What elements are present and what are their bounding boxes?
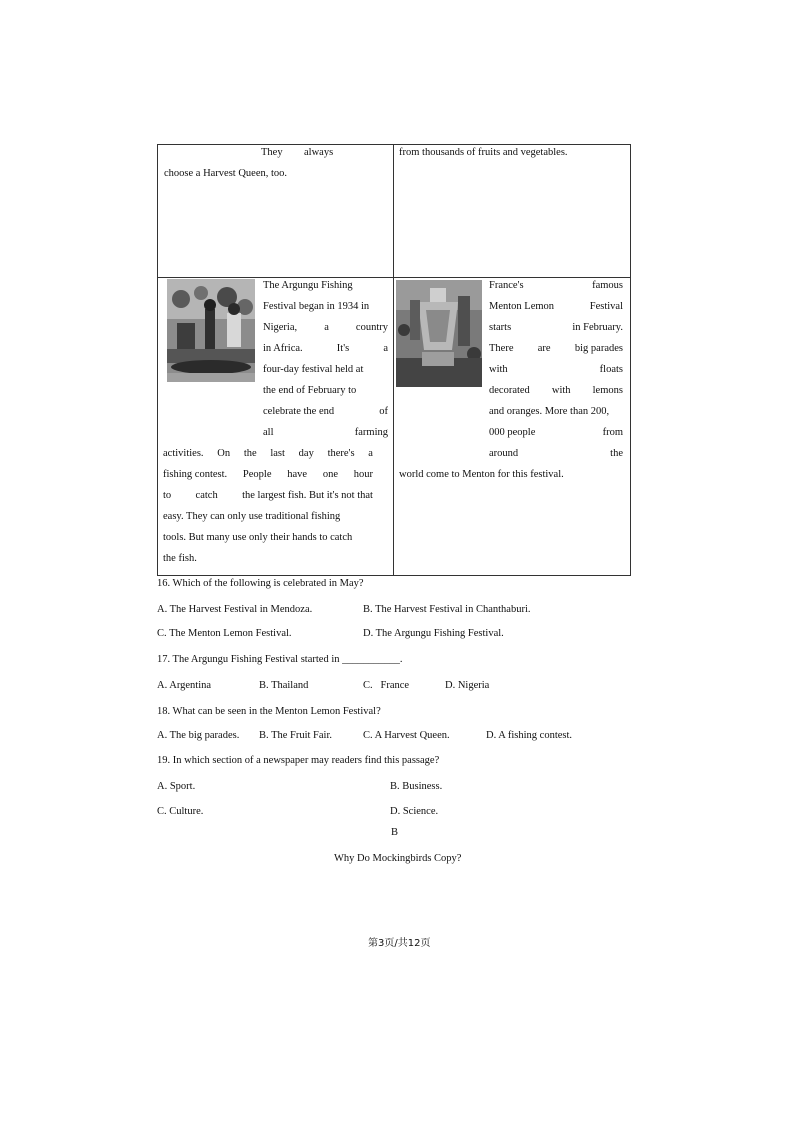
fishing-crowd-photo bbox=[167, 279, 255, 382]
cell-harvest-queen bbox=[158, 145, 394, 278]
cell-word: tools. But many use only their hands to catch bbox=[163, 532, 353, 543]
question-18-option-a[interactable]: A. The big parades. bbox=[157, 730, 240, 741]
cell-word: big parades bbox=[574, 343, 623, 354]
festival-table bbox=[157, 144, 631, 576]
cell-word: always bbox=[304, 147, 334, 158]
cell-word: Festival bbox=[589, 301, 623, 312]
question-16-option-b[interactable]: B. The Harvest Festival in Chanthaburi. bbox=[363, 604, 531, 615]
cell-word: a bbox=[368, 448, 373, 459]
cell-word: of bbox=[379, 406, 388, 417]
cell-word: It's bbox=[336, 343, 350, 354]
cell-word: around bbox=[489, 448, 519, 459]
cell-word: fishing contest. bbox=[163, 469, 228, 480]
cell-text: from thousands of fruits and vegetables. bbox=[399, 147, 568, 158]
cell-word: in Africa. bbox=[263, 343, 303, 354]
question-17-option-a[interactable]: A. Argentina bbox=[157, 680, 212, 691]
cell-word: with bbox=[489, 364, 508, 375]
cell-word: activities. bbox=[163, 448, 204, 459]
cell-word: to bbox=[163, 490, 172, 501]
cell-line bbox=[163, 490, 373, 501]
question-19-stem: 19. In which section of a newspaper may readers find this passage? bbox=[157, 755, 440, 766]
cell-word: the end of February to bbox=[263, 385, 357, 396]
cell-word: The Argungu Fishing bbox=[263, 280, 353, 291]
question-17-option-c[interactable]: C. France bbox=[363, 680, 410, 691]
cell-text: choose a Harvest Queen, too. bbox=[164, 168, 288, 179]
cell-word: There bbox=[489, 343, 514, 354]
lemon-float-photo bbox=[396, 280, 482, 387]
cell-line bbox=[163, 511, 340, 522]
cell-word: decorated bbox=[489, 385, 530, 396]
cell-line bbox=[163, 553, 197, 564]
cell-line bbox=[489, 343, 623, 354]
cell-word: catch bbox=[195, 490, 218, 501]
cell-word: day bbox=[298, 448, 314, 459]
question-18-option-b[interactable]: B. The Fruit Fair. bbox=[259, 730, 333, 741]
cell-word: 000 people bbox=[489, 427, 536, 438]
cell-word: world come to Menton for this festival. bbox=[399, 469, 564, 480]
cell-line bbox=[489, 427, 623, 438]
cell-line bbox=[489, 448, 623, 459]
question-18-option-d[interactable]: D. A fishing contest. bbox=[486, 730, 573, 741]
cell-argungu bbox=[158, 278, 394, 576]
question-17-stem: 17. The Argungu Fishing Festival started in ___________. bbox=[157, 654, 403, 665]
cell-word: farming bbox=[354, 427, 388, 438]
question-19-option-c[interactable]: C. Culture. bbox=[157, 806, 204, 817]
cell-word: and oranges. More than 200, bbox=[489, 406, 610, 417]
section-letter: B bbox=[391, 827, 399, 838]
question-17-option-d[interactable]: D. Nigeria bbox=[445, 680, 490, 691]
question-16-option-c[interactable]: C. The Menton Lemon Festival. bbox=[157, 628, 292, 639]
cell-word: all bbox=[263, 427, 274, 438]
cell-word: country bbox=[355, 322, 388, 333]
cell-line bbox=[399, 469, 564, 480]
cell-line bbox=[489, 385, 623, 396]
cell-word: the bbox=[243, 448, 257, 459]
cell-menton bbox=[394, 278, 631, 576]
cell-line bbox=[263, 427, 388, 438]
passage-title: Why Do Mockingbirds Copy? bbox=[334, 853, 462, 864]
cell-line bbox=[263, 385, 356, 396]
cell-word: with bbox=[551, 385, 571, 396]
cell-line bbox=[263, 343, 388, 354]
cell-word: lemons bbox=[592, 385, 623, 396]
cell-word: famous bbox=[592, 280, 623, 291]
cell-line bbox=[263, 364, 363, 375]
cell-word: the fish. bbox=[163, 553, 197, 564]
cell-line bbox=[489, 406, 609, 417]
cell-word: are bbox=[537, 343, 551, 354]
question-16-option-d[interactable]: D. The Argungu Fishing Festival. bbox=[363, 628, 504, 639]
cell-line bbox=[263, 301, 369, 312]
cell-line bbox=[489, 301, 623, 312]
cell-word: a bbox=[383, 343, 388, 354]
question-18-stem: 18. What can be seen in the Menton Lemon Festival? bbox=[157, 706, 381, 717]
cell-word: They bbox=[261, 147, 283, 158]
page-footer: 第3页/共12页 bbox=[368, 938, 431, 949]
cell-line bbox=[489, 280, 623, 291]
cell-word: Nigeria, bbox=[263, 322, 298, 333]
cell-word: France's bbox=[489, 280, 524, 291]
cell-fruits bbox=[394, 145, 631, 278]
cell-line bbox=[489, 364, 623, 375]
cell-line bbox=[163, 448, 373, 459]
question-19-option-b[interactable]: B. Business. bbox=[390, 781, 443, 792]
question-18-option-c[interactable]: C. A Harvest Queen. bbox=[363, 730, 450, 741]
cell-word: one bbox=[322, 469, 338, 480]
cell-word: easy. They can only use traditional fishing bbox=[163, 511, 341, 522]
cell-word: hour bbox=[353, 469, 373, 480]
cell-word: celebrate the end bbox=[263, 406, 335, 417]
cell-word: People bbox=[242, 469, 272, 480]
cell-line bbox=[263, 280, 353, 291]
cell-word: the bbox=[610, 448, 623, 459]
cell-word: Festival began in 1934 in bbox=[263, 301, 370, 312]
question-16-stem: 16. Which of the following is celebrated in May? bbox=[157, 578, 364, 589]
cell-word: a bbox=[324, 322, 329, 333]
cell-word: Menton Lemon bbox=[489, 301, 555, 312]
question-17-option-b[interactable]: B. Thailand bbox=[259, 680, 309, 691]
cell-word: from bbox=[602, 427, 623, 438]
cell-line bbox=[489, 322, 623, 333]
cell-word: floats bbox=[599, 364, 623, 375]
cell-word: have bbox=[287, 469, 308, 480]
cell-word: there's bbox=[327, 448, 355, 459]
cell-word: On bbox=[217, 448, 231, 459]
question-19-option-a[interactable]: A. Sport. bbox=[157, 781, 196, 792]
cell-line bbox=[163, 469, 373, 480]
cell-line bbox=[263, 406, 388, 417]
cell-word: the largest fish. But it's not that bbox=[242, 490, 373, 501]
cell-line bbox=[263, 322, 388, 333]
cell-word: last bbox=[270, 448, 285, 459]
cell-line bbox=[163, 532, 352, 543]
cell-word: four-day festival held at bbox=[263, 364, 364, 375]
cell-word: starts bbox=[489, 322, 512, 333]
cell-word: in February. bbox=[572, 322, 623, 333]
question-16-option-a[interactable]: A. The Harvest Festival in Mendoza. bbox=[157, 604, 313, 615]
question-19-option-d[interactable]: D. Science. bbox=[390, 806, 439, 817]
